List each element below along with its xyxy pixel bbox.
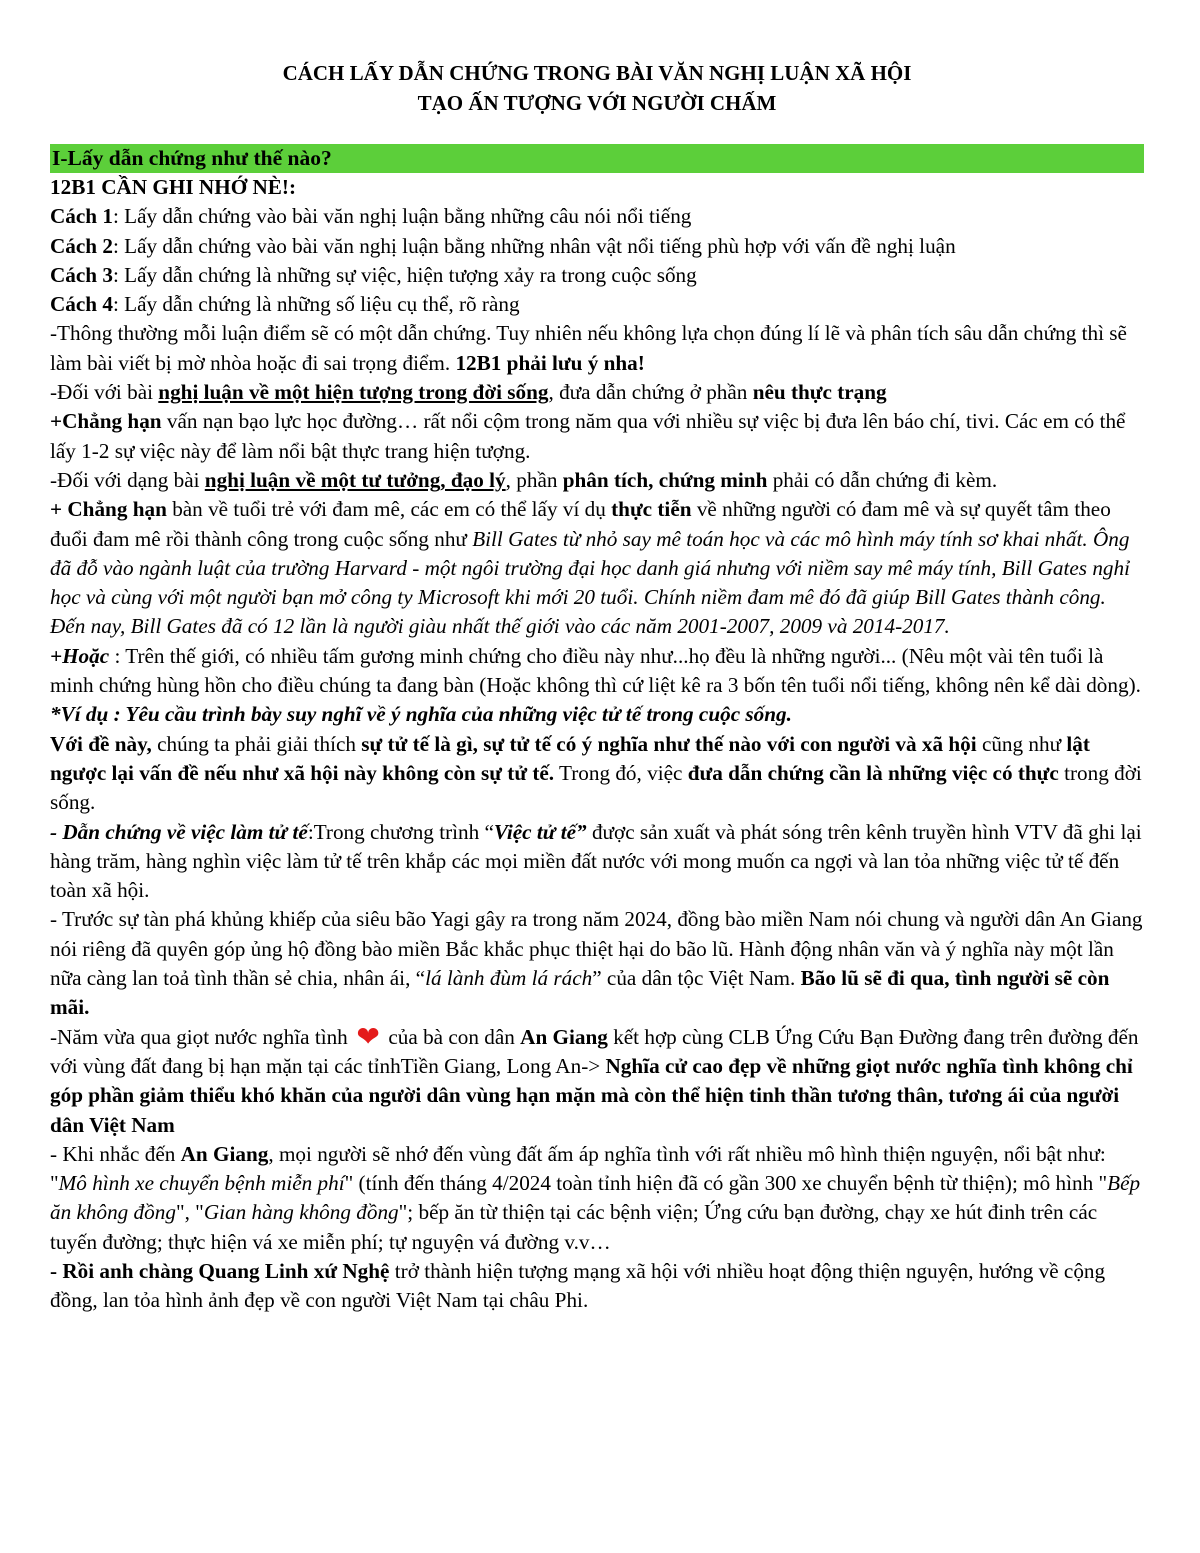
thought-t2: , phần — [505, 467, 563, 492]
way-2 — [50, 232, 1144, 261]
or-text: : Trên thế giới, có nhiều tấm gương minh chứng cho điều này như...họ đều là những người... (Nêu một vài tên tuổi là minh chứng hùng hồn cho điều chúng ta đang bàn (Hoặc không thì cứ liệt kê ra 3 bốn tên tuổi nổi tiếng, không nên kể dài dòng). — [50, 643, 1141, 698]
water-t3: kết hợp cùng CLB Ứng Cứu Bạn Đường đang trên đường đến với vùng đất đang bị hạn mặn tại các tỉnhTiền Giang, Long An-> — [50, 1024, 1139, 1078]
example2-b2: thực tiễn — [611, 497, 692, 522]
title-line-1: CÁCH LẤY DẪN CHỨNG TRONG BÀI VĂN NGHỊ LUẬN XÃ HỘI — [282, 61, 912, 85]
paragraph-topic — [50, 730, 1144, 818]
way-4-label: Cách 4 — [50, 292, 113, 317]
example-prompt-text: *Ví dụ : Yêu cầu trình bày suy nghĩ về ý nghĩa của những việc tử tế trong cuộc sống. — [50, 702, 792, 727]
angiang-i3: Gian hàng không đồng — [203, 1200, 399, 1225]
phenomenon-t1: -Đối với bài — [50, 380, 159, 405]
example1-bold: +Chẳng hạn — [50, 409, 162, 434]
topic-t3: Trong đó, việc — [554, 760, 688, 785]
example2-italic: Bill Gates từ nhỏ say mê toán học và các mô hình máy tính sơ khai nhất. Ông đã đỗ vào ngành luật của trường Harvard - một ngôi trường đại học danh giá nhưng với niềm say mê máy tính, Bill Gates nghỉ học và cùng với một người bạn mở công ty Microsoft khi mới 20 tuổi. Chính niềm đam mê đó đã giúp Bill Gates thành công. Đến nay, Bill Gates đã có 12 lần là người giàu nhất thế giới vào các năm 2001-2007, 2009 và 2014-2017. — [50, 526, 1131, 639]
phenomenon-underline: nghị luận về một hiện tượng trong đời sống — [158, 380, 549, 405]
way-2-text: : Lấy dẫn chứng vào bài văn nghị luận bằng những nhân vật nổi tiếng phù hợp với vấn đề nghị luận — [112, 233, 956, 258]
topic-b4: đưa dẫn chứng cần là những việc có thực — [687, 760, 1059, 785]
thought-bold: phân tích, chứng minh — [562, 467, 768, 492]
paragraph-example-prompt — [50, 700, 1144, 729]
kindness-t2: được sản xuất và phát sóng trên kênh truyền hình VTV đã ghi lại hàng trăm, hàng nghìn việc làm tử tế trên khắp các mọi miền đất nước với mong muốn ca ngợi và lan tỏa những việc tử tế đến toàn xã hội. — [50, 819, 1142, 903]
water-b2: Nghĩa cử cao đẹp về những giọt nước nghĩa tình không chỉ góp phần giảm thiểu khó khăn của người dân vùng hạn mặn mà còn thể hiện tinh thần tương thân, tương ái của người dân Việt Nam — [50, 1053, 1133, 1137]
way-4-text: : Lấy dẫn chứng là những số liệu cụ thể, rõ ràng — [112, 292, 520, 317]
paragraph-water — [50, 1023, 1144, 1140]
linh-text: trở thành hiện tượng mạng xã hội với nhiều hoạt động thiện nguyện, hướng về cộng đồng, lan tỏa hình ảnh đẹp về con người Việt Nam tại châu Phi. — [50, 1258, 1106, 1313]
topic-t1: chúng ta phải giải thích — [151, 731, 362, 756]
topic-b2: sự tử tế là gì, sự tử tế có ý nghĩa như thế nào với con người và xã hội — [361, 731, 977, 756]
way-1-label: Cách 1 — [50, 204, 113, 229]
angiang-t4: ", " — [175, 1200, 204, 1225]
document-title — [50, 58, 1144, 118]
paragraph-angiang — [50, 1140, 1144, 1257]
kindness-bi2: Việc tử tế” — [493, 819, 587, 844]
water-t2: của bà con dân — [383, 1024, 521, 1049]
kindness-t1: :Trong chương trình “ — [307, 819, 494, 844]
angiang-i1: Mô hình xe chuyển bệnh miễn phí — [58, 1171, 345, 1196]
paragraph-common — [50, 319, 1144, 378]
common-text: -Thông thường mỗi luận điểm sẽ có một dẫn chứng. Tuy nhiên nếu không lựa chọn đúng lí lẽ và phân tích sâu dẫn chứng thì sẽ làm bài viết bị mờ nhòa hoặc đi sai trọng điểm. — [50, 321, 1127, 375]
angiang-t3: " (tính đến tháng 4/2024 toàn tỉnh hiện đã có gần 300 xe chuyển bệnh từ thiện); mô hình " — [344, 1171, 1108, 1196]
common-bold: 12B1 phải lưu ý nha! — [455, 350, 645, 375]
way-3 — [50, 261, 1144, 290]
topic-b1: Với đề này, — [50, 731, 152, 756]
angiang-t5: "; bếp ăn từ thiện tại các bệnh viện; Ứng cứu bạn đường, chạy xe hút đinh trên các tuyến đường; thực hiện vá xe miễn phí; tự nguyện vá đường v.v… — [50, 1200, 1098, 1254]
storm-t2: ” của dân tộc Việt Nam. — [592, 966, 801, 991]
thought-t3: phải có dẫn chứng đi kèm. — [767, 467, 998, 492]
way-3-text: : Lấy dẫn chứng là những sự việc, hiện tượng xảy ra trong cuộc sống — [112, 262, 697, 287]
angiang-t1: - Khi nhắc đến — [50, 1141, 181, 1166]
or-bold-italic: +Hoặc — [50, 643, 110, 668]
linh-bold: - Rồi anh chàng Quang Linh xứ Nghệ — [50, 1258, 390, 1283]
paragraph-or — [50, 642, 1144, 701]
thought-t1: -Đối với dạng bài — [50, 467, 205, 492]
note-text: 12B1 CẦN GHI NHỚ NÈ!: — [50, 175, 297, 199]
topic-b3: lật ngược lại vấn đề nếu như xã hội này không còn sự tử tế. — [50, 731, 1090, 785]
paragraph-kindness — [50, 818, 1144, 906]
storm-bold: Bão lũ sẽ đi qua, tình người sẽ còn mãi. — [50, 966, 1110, 1020]
title-line-2: TẠO ẤN TƯỢNG VỚI NGƯỜI CHẤM — [417, 91, 777, 115]
example2-t2: về những người có đam mê và sự quyết tâm theo đuổi đam mê rồi thành công trong cuộc sống như — [50, 497, 1111, 551]
paragraph-phenomenon — [50, 378, 1144, 407]
paragraph-quang-linh — [50, 1257, 1144, 1316]
way-1 — [50, 202, 1144, 231]
topic-t2: cũng như — [976, 731, 1067, 756]
heart-icon: ❤ — [356, 1021, 380, 1053]
kindness-bi1: - Dẫn chứng về việc làm tử tế — [50, 819, 308, 844]
note-line — [50, 173, 1144, 202]
example1-text: vấn nạn bạo lực học đường… rất nổi cộm trong năm qua với nhiều sự việc bị đưa lên báo chí, tivi. Các em có thể lấy 1-2 sự việc này để làm nổi bật thực trang hiện tượng. — [50, 409, 1126, 463]
water-b1: An Giang — [520, 1024, 608, 1049]
way-4 — [50, 290, 1144, 319]
phenomenon-bold: nêu thực trạng — [752, 380, 887, 405]
angiang-t2: , mọi người sẽ nhớ đến vùng đất ấm áp nghĩa tình với rất nhiều mô hình thiện nguyện, nổi bật như: " — [50, 1141, 1106, 1196]
paragraph-storm — [50, 905, 1144, 1022]
paragraph-thought — [50, 466, 1144, 495]
paragraph-example-2 — [50, 495, 1144, 641]
paragraph-example-1 — [50, 407, 1144, 466]
storm-t1: - Trước sự tàn phá khủng khiếp của siêu bão Yagi gây ra trong năm 2024, đồng bào miền Nam nói chung và người dân An Giang nói riêng đã quyên góp ủng hộ đồng bào miền Bắc khắc phục thiệt hại do bão lũ. Hành động nhân văn và ý nghĩa này một lần nữa càng lan toả tình thần sẻ chia, nhân ái, “ — [50, 907, 1143, 991]
angiang-i2: Bếp ăn không đồng — [50, 1171, 1141, 1225]
topic-t4: trong đời sống. — [50, 760, 1142, 815]
way-1-text: : Lấy dẫn chứng vào bài văn nghị luận bằng những câu nói nổi tiếng — [112, 204, 692, 229]
example2-t1: bàn về tuổi trẻ với đam mê, các em có thể lấy ví dụ — [166, 497, 612, 522]
way-2-label: Cách 2 — [50, 233, 113, 258]
storm-italic: lá lành đùm lá rách — [425, 966, 593, 991]
thought-underline: nghị luận về một tư tưởng, đạo lý — [204, 467, 506, 492]
section-heading: I-Lấy dẫn chứng như thế nào? — [50, 144, 1144, 173]
phenomenon-t2: , đưa dẫn chứng ở phần — [548, 380, 753, 405]
angiang-bold: An Giang — [180, 1141, 269, 1166]
example2-b1: + Chẳng hạn — [50, 497, 167, 522]
way-3-label: Cách 3 — [50, 262, 113, 287]
water-t1: -Năm vừa qua giọt nước nghĩa tình — [50, 1024, 354, 1049]
